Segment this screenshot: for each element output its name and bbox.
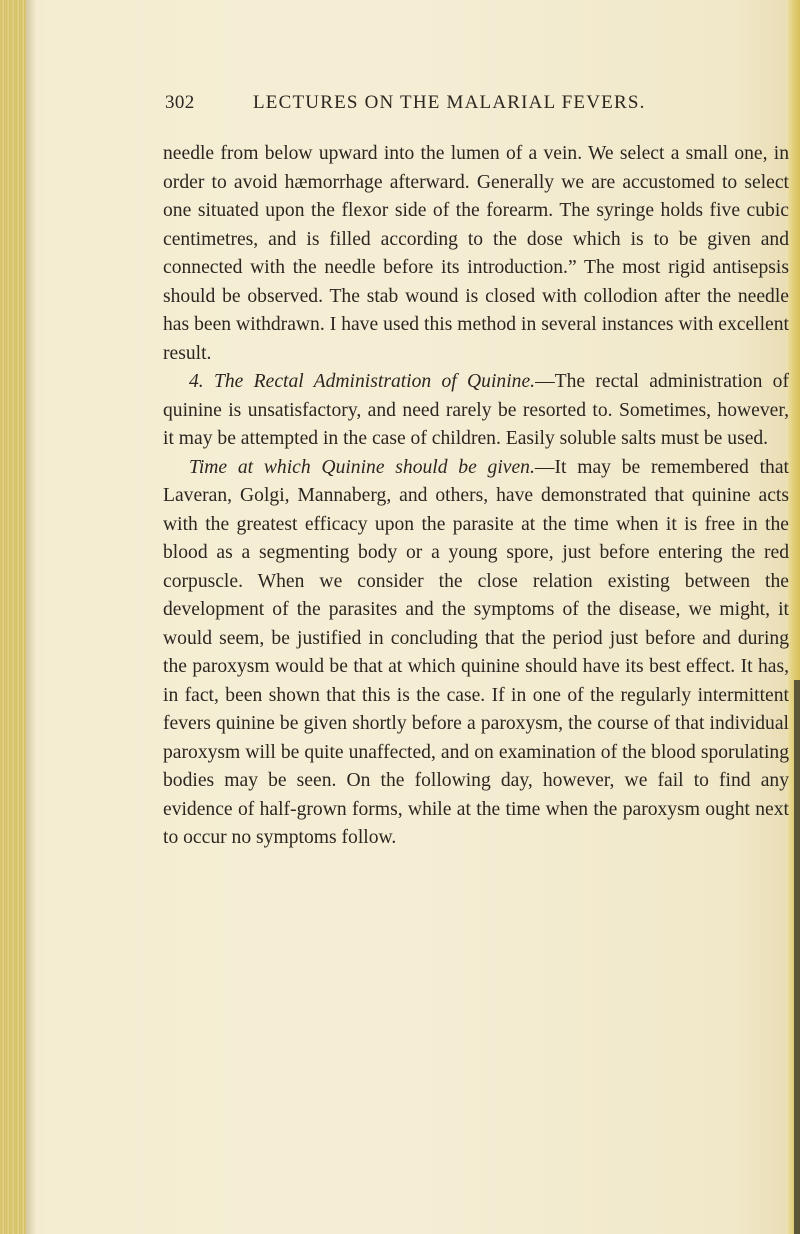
paragraph-continued — [163, 140, 789, 368]
page-edge-dark — [794, 680, 800, 1234]
section-heading: 4. The Rectal Administration of Quinine. — [189, 371, 536, 392]
paragraph-text: —It may be remembered that Laveran, Golgi, Mannaberg, and others, have demonstrated that quinine acts with the greatest efficacy upon the parasite at the time when it is free in the blood as a segmenting body or a young spore, just before entering the red corpuscle. When we consider the close relation existing between the development of the parasites and the symptoms of the disease, we might, it would seem, be justified in concluding that the period just before and during the paroxysm would be that at which quinine should have its best effect. It has, in fact, been shown that this is the case. If in one of the regularly intermittent fevers quinine be given shortly before a paroxysm, the course of that individual paroxysm will be quite unaffected, and on examination of the blood sporulating bodies may be seen. On the following day, however, we fail to find any evidence of half-grown forms, while at the time when the paroxysm ought next to occur no symptoms follow. — [163, 456, 789, 848]
page-number: 302 — [165, 92, 195, 113]
paragraph-rectal-administration — [163, 368, 789, 454]
running-title: LECTURES ON THE MALARIAL FEVERS. — [253, 92, 646, 113]
running-header — [165, 92, 665, 122]
binding-strip-left — [0, 0, 26, 1234]
paragraph-time-of-dosing — [163, 454, 789, 853]
gutter-shadow — [26, 0, 36, 1234]
section-heading: Time at which Quinine should be given. — [189, 456, 535, 478]
paragraph-text: needle from below upward into the lumen of a vein. We select a small one, in order to avoid hæmorrhage afterward. Generally we are accustomed to select one situated upon the flexor side of the forearm. The syringe holds five cubic centimetres, and is filled according to the dose which is to be given and connected with the needle before its introduction.” The most rigid antisepsis should be observed. The stab wound is closed with collodion after the needle has been withdrawn. I have used this method in several instances with excellent result. — [163, 143, 789, 364]
paragraph-text: —The rectal administration of quinine is unsatisfactory, and need rarely be resorted to. Sometimes, however, it may be attempted in the case of children. Easily soluble salts must be used. — [163, 371, 789, 449]
body-text — [163, 140, 789, 853]
